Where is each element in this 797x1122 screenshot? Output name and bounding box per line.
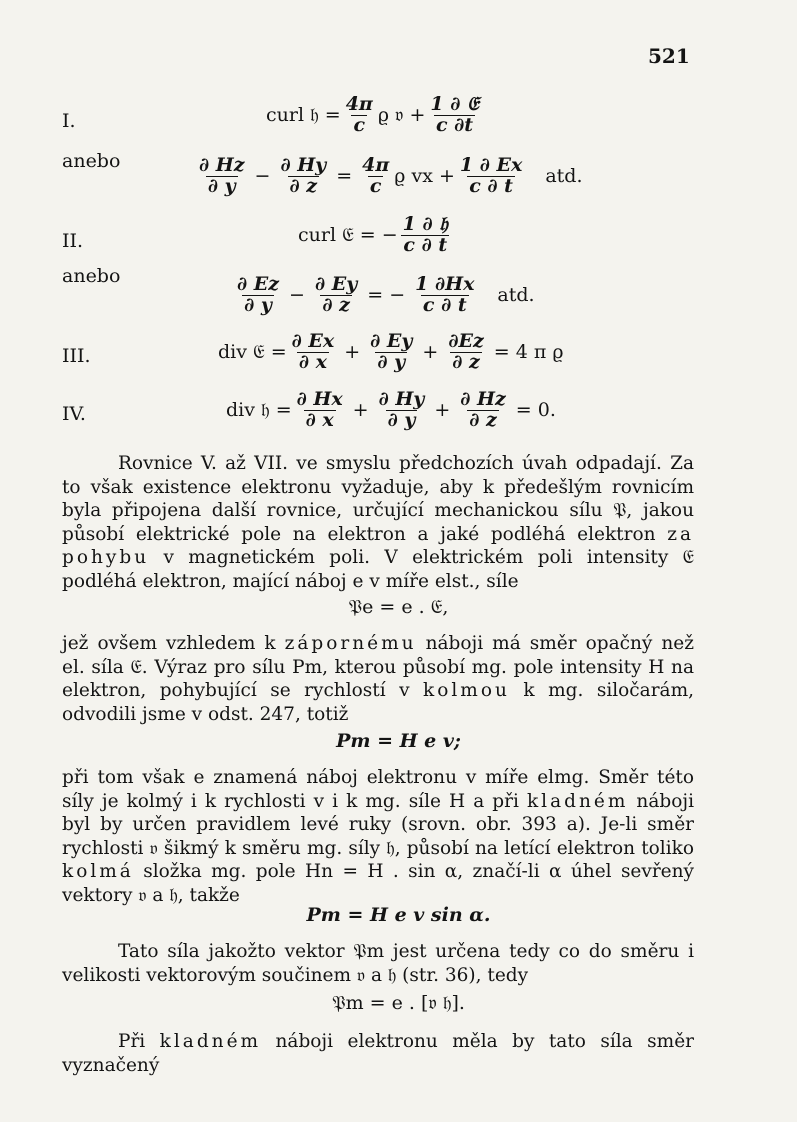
fraction: $\frac{\partial Ey}{\partial z}$ xyxy=(314,273,358,316)
eq-lhs: curl 𝔥 = xyxy=(266,104,341,127)
equation-II: curl 𝔈 = − $\frac{\text{1 ∂ 𝔥}}{c \partial t}$ xyxy=(298,213,448,256)
fraction: $\frac{4\pi}{c}$ xyxy=(362,154,390,197)
fraction: $\frac{\text{1 ∂ 𝔈}}{c \partial t}$ xyxy=(430,93,479,136)
fraction: $\frac{\text{1 ∂ 𝔥}}{c \partial t}$ xyxy=(402,213,448,256)
paragraph-3: při tom však e znamená náboj elektronu v míře elmg. Směr této síly je kolmý i k rychlosti v i k mg. síle H a při kladném náboji byl by určen pravidlem levé ruky (srovn. obr. 393 a). Je-li směr rychlosti 𝔳 šikmý k směru mg. síly 𝔥, působí na letící elektron toliko kolmá složka mg. pole Hn = H . sin α, značí-li α úhel sevřený vektory 𝔳 a 𝔥, takže xyxy=(62,767,694,906)
fraction: $\frac{\partial Hz}{\partial y}$ xyxy=(199,154,245,197)
equation-Pm-vector: 𝔓m = e . [𝔳 𝔥]. xyxy=(332,992,465,1014)
paragraph-5: Při kladném náboji elektronu měla by tato síla směr vyznačený xyxy=(62,1031,694,1076)
fraction: $\frac{\partial Hy}{\partial y}$ xyxy=(378,388,425,431)
label-anebo: anebo xyxy=(62,265,121,287)
fraction: $\frac{\partial Hz}{\partial z}$ xyxy=(460,388,506,431)
equation-II-component: $\frac{\partial Ez}{\partial y}$ − $\frac{\partial Ey}{\partial z}$ = − $\frac{1 \partial Hx}{c \partial t}$ atd. xyxy=(237,273,535,316)
equation-I xyxy=(266,95,484,136)
fraction: $\frac{\partial Ex}{\partial x}$ xyxy=(291,330,335,373)
fraction: $\frac{\partial Ez}{\partial y}$ xyxy=(237,273,280,316)
equation-label-III: III. xyxy=(62,345,91,367)
equation-I-component: $\frac{\partial Hz}{\partial y}$ − $\frac{\partial Hy}{\partial z}$ = $\frac{4\pi}{c}$ ϱ vx + $\frac{1 \partial Ex}{c \partial t}$ atd. xyxy=(199,154,583,197)
eq-term: ϱ 𝔳 + xyxy=(377,104,426,127)
equation-label-I: I. xyxy=(62,110,76,132)
atd-text: atd. xyxy=(497,284,535,307)
atd-text: atd. xyxy=(545,165,583,188)
page-number: 521 xyxy=(648,44,690,68)
equation-III: div 𝔈 = $\frac{\partial Ex}{\partial x}$ + $\frac{\partial Ey}{\partial y}$ + $\frac{\partial Ez}{\partial z}$ = 4 π ϱ xyxy=(218,330,564,373)
label-anebo: anebo xyxy=(62,150,121,172)
equation-IV: div 𝔥 = $\frac{\partial Hx}{\partial x}$ + $\frac{\partial Hy}{\partial y}$ + $\frac{\partial Hz}{\partial z}$ = 0. xyxy=(226,388,556,431)
fraction: $\frac{4\pi}{c}$ xyxy=(345,93,373,136)
equation-label-IV: IV. xyxy=(62,403,86,425)
fraction: $\frac{\partial Ey}{\partial y}$ xyxy=(370,330,413,373)
fraction: $\frac{\partial Hx}{\partial x}$ xyxy=(296,388,343,431)
equation-label-II: II. xyxy=(62,230,84,252)
equation-Pe: 𝔓e = e . 𝔈, xyxy=(348,596,449,618)
equation-Pm: Pm = H e v; xyxy=(336,730,461,752)
fraction: $\frac{\partial Hy}{\partial z}$ xyxy=(280,154,327,197)
fraction: $\frac{\partial Ez}{\partial z}$ xyxy=(448,330,484,373)
fraction: $\frac{1 \partial Ex}{c \partial t}$ xyxy=(459,154,523,197)
paragraph-4: Tato síla jakožto vektor 𝔓m jest určena tedy co do směru i velikosti vektorovým součinem 𝔳 a 𝔥 (str. 36), tedy xyxy=(62,941,694,986)
paragraph-2: jež ovšem vzhledem k zápornému náboji má směr opačný než el. síla 𝔈. Výraz pro sílu Pm, kterou působí mg. pole intensity H na elektron, pohybující se rychlostí v kolmou k mg. siločarám, odvodili jsme v odst. 247, totiž xyxy=(62,633,694,725)
fraction: $\frac{1 \partial Hx}{c \partial t}$ xyxy=(415,273,475,316)
equation-Pm-sin: Pm = H e v sin α. xyxy=(306,904,491,926)
paragraph-1: Rovnice V. až VII. ve smyslu předchozích úvah odpadají. Za to však existence elektronu vyžaduje, aby k předešlým rovnicím byla připojena další rovnice, určující mechanickou sílu 𝔓, jakou působí elektrické pole na elektron a jaké podléhá elektron za pohybu v magnetickém poli. V elektrickém poli intensity 𝔈 podléhá elektron, mající náboj e v míře elst., síle xyxy=(62,453,694,592)
